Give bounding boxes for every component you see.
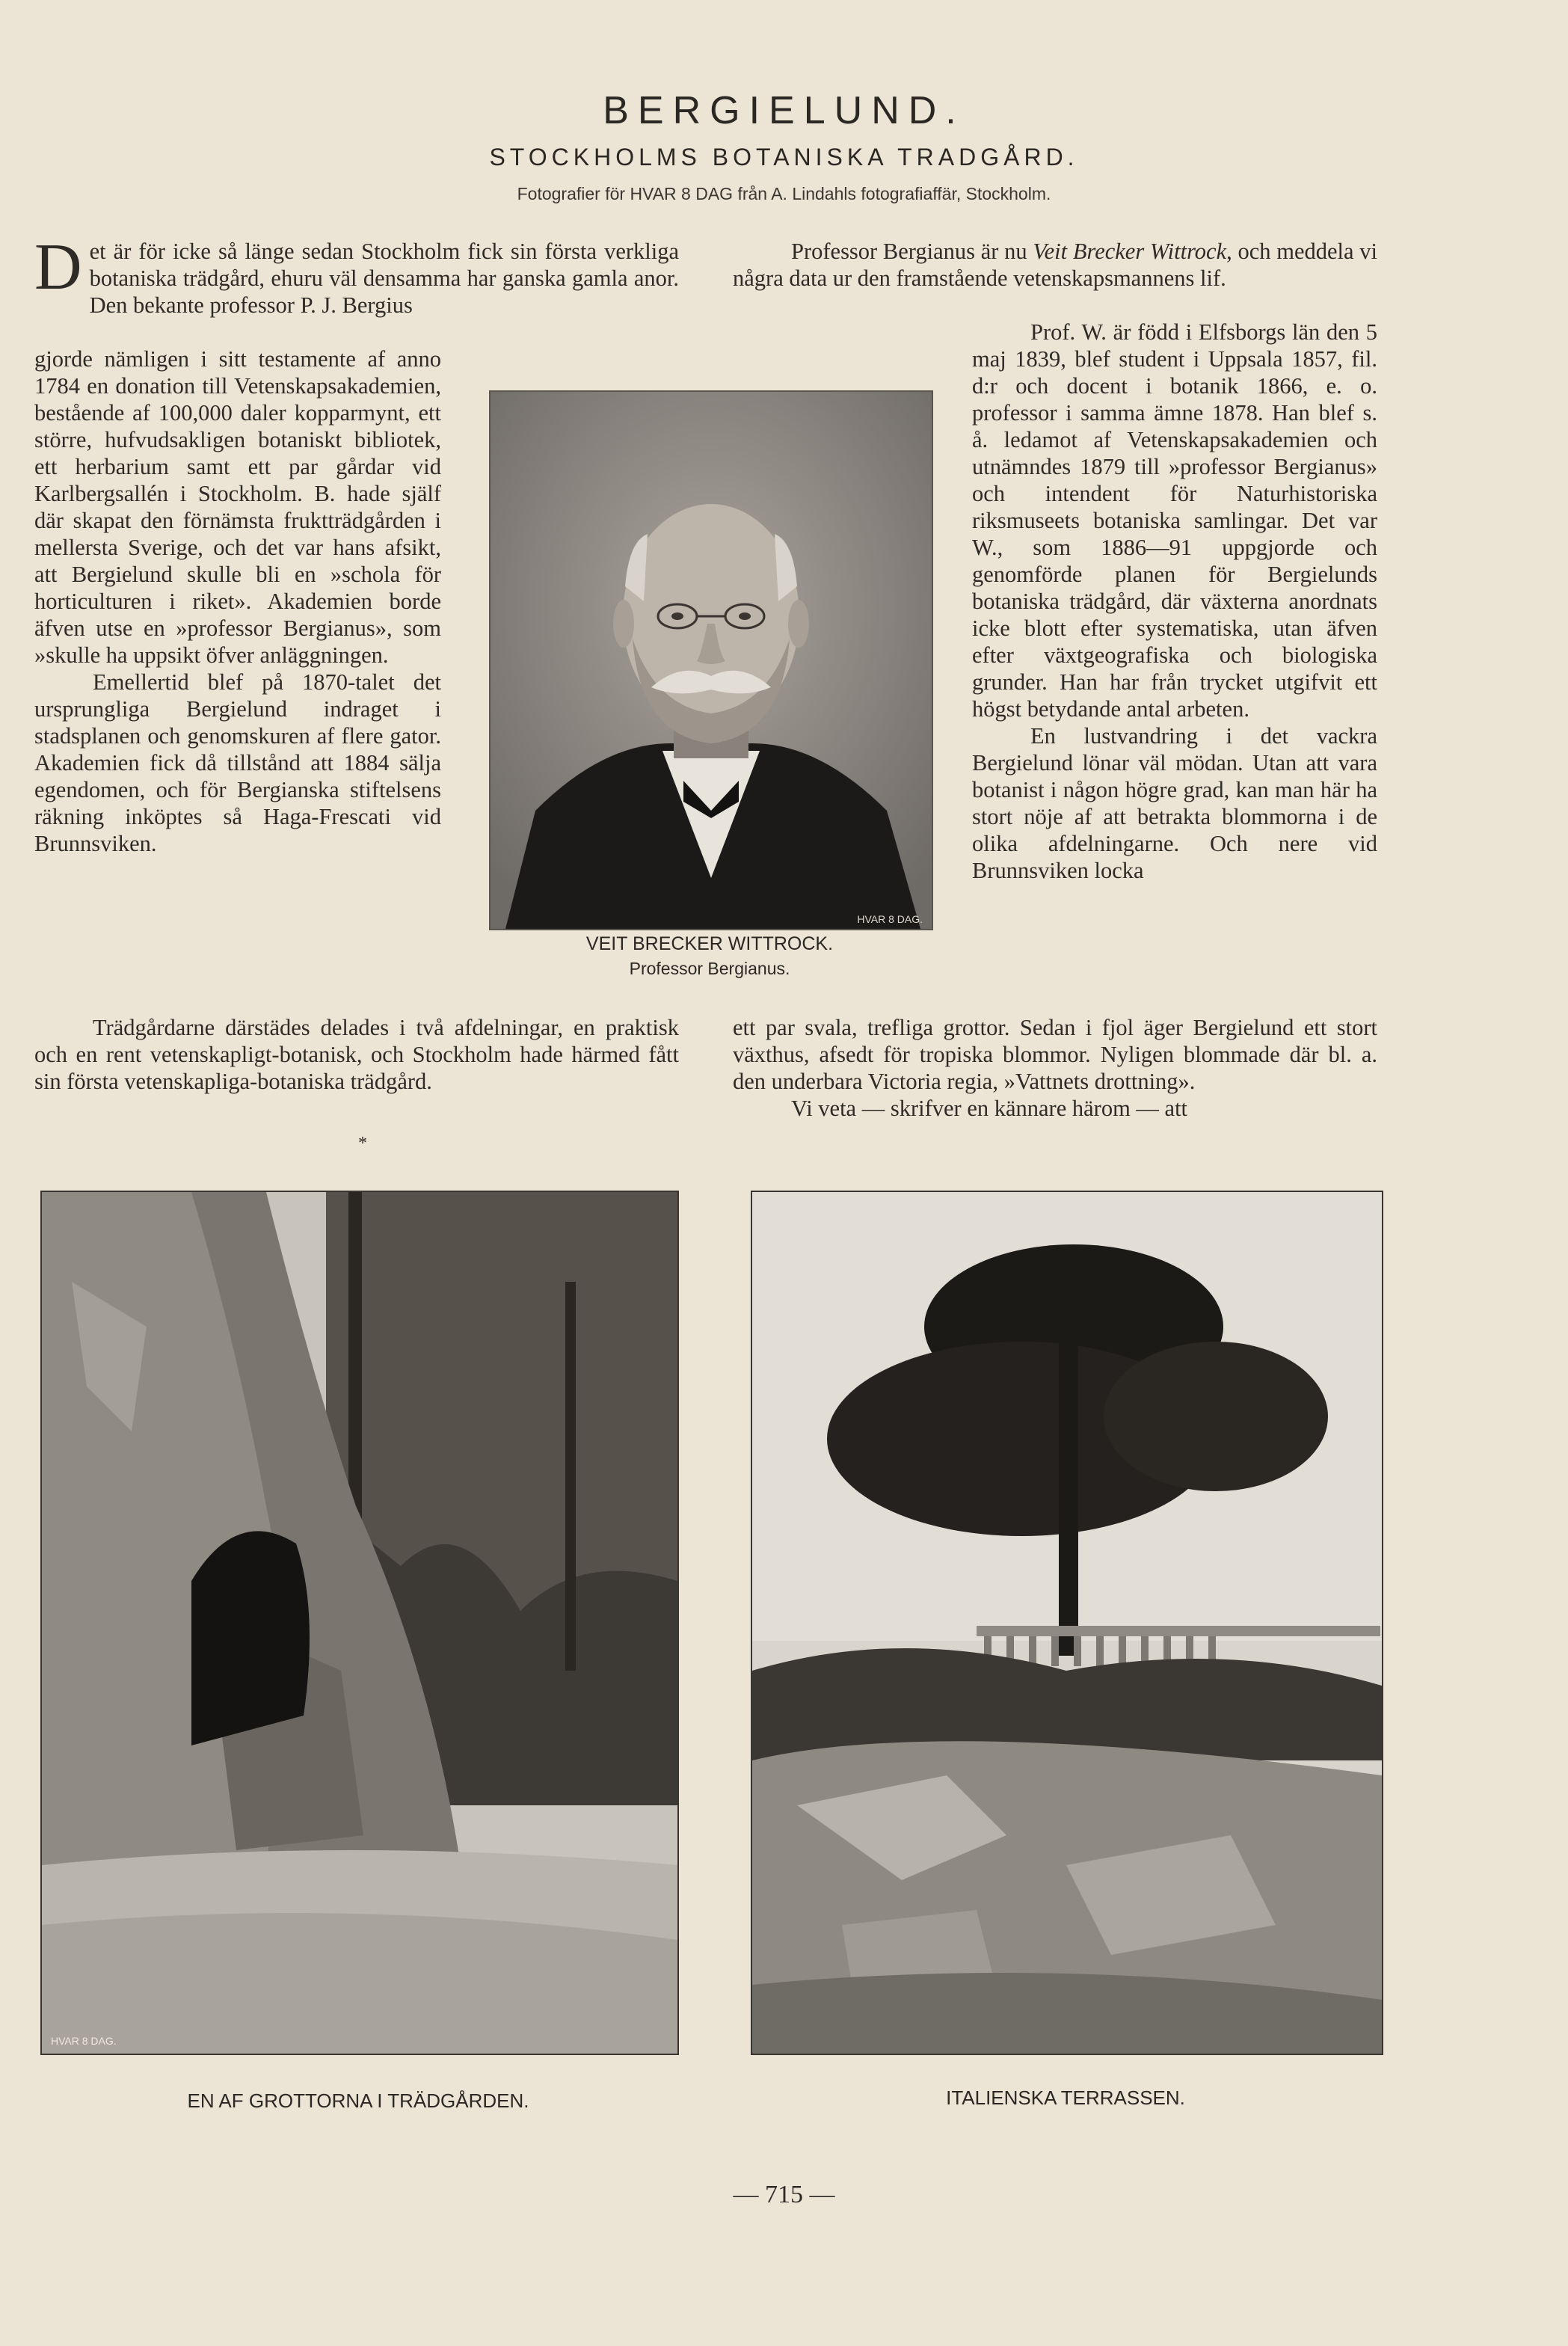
left-column-narrow bbox=[34, 346, 441, 1011]
right-paragraph-4: Vi veta — skrifver en kännare härom — att bbox=[791, 1096, 1188, 1121]
section-asterisk: * bbox=[358, 1134, 367, 1153]
right-paragraph-3-start: En lustvandring i det vackra Bergielund lönar väl mödan. Utan att vara botanist i någon högre grad, kan man här ha stort nöje af att betrakta blommorna i de olika afdelningarne. Och nere vid Brunnsviken locka bbox=[972, 723, 1377, 883]
portrait-caption-role: Professor Bergianus. bbox=[629, 959, 790, 978]
left-paragraph-2: Emellertid blef på 1870-talet det ursprungliga Bergielund indraget i stadsplanen och genomskuren af flere gator. Akademien fick då tillstånd att 1884 sälja egendomen, och för Bergianska stiftelsens räkning inköptes så Haga-Frescati vid Brunnsviken. bbox=[34, 669, 441, 856]
photo-credit: Fotografier för HVAR 8 DAG från A. Lindahls fotografiaffär, Stockholm. bbox=[517, 184, 1051, 203]
grotto-photo bbox=[40, 1191, 679, 2055]
left-column-bottom bbox=[34, 1014, 679, 1095]
left-paragraph-1-cont: gjorde nämligen i sitt testamente af anno 1784 en donation till Vetenskapsakademien, bestående af 100,000 daler kopparmynt, ett större, hufvudsakligen botaniskt bibliotek, ett herbarium samt ett par gårdar vid Karlbergsallén i Stockholm. B. hade själf där skapat den förnämsta fruktträdgården i mellersta Sverige, och det var hans afsikt, att Bergielund skulle bli en »schola för horticulturen i riket». Akademien borde äfven utse en »professor Bergianus», som »skulle ha uppsikt öfver anläggningen. bbox=[34, 346, 441, 668]
right-paragraph-1-pre: Professor Bergianus är nu bbox=[791, 239, 1033, 264]
right-paragraph-1-post: , och meddela vi några data ur den framstående vetenskapsmannens lif. bbox=[733, 239, 1377, 291]
grotto-caption: EN AF GROTTORNA I TRÄDGÅRDEN. bbox=[187, 2089, 529, 2112]
left-column-top bbox=[34, 231, 679, 319]
article-title: BERGIELUND. bbox=[603, 89, 965, 132]
right-column-narrow bbox=[972, 319, 1377, 1038]
right-column-bottom bbox=[733, 1014, 1377, 1122]
portrait-photo bbox=[489, 390, 933, 930]
left-paragraph-3: Trädgårdarne därstädes delades i två afdelningar, en praktisk och en rent vetenskapligt-botanisk, och Stockholm hade härmed fått sin första vetenskapliga-botaniska trädgård. bbox=[34, 1015, 679, 1094]
terrace-caption: ITALIENSKA TERRASSEN. bbox=[946, 2086, 1185, 2109]
left-paragraph-1-start: et är för icke så länge sedan Stockholm fick sin första verkliga botaniska trädgård, ehuru väl densamma har ganska gamla anor. Den bekante professor P. J. Bergius bbox=[89, 239, 679, 318]
right-column-top bbox=[733, 238, 1377, 292]
right-paragraph-3-cont: ett par svala, trefliga grottor. Sedan i fjol äger Bergielund ett stort växthus, afsedt för tropiska blommor. Nyligen blommade där bl. a. den underbara Victoria regia, »Vattnets drottning». bbox=[733, 1015, 1377, 1094]
professor-name-italic: Veit Brecker Wittrock bbox=[1033, 239, 1227, 264]
page-number: — 715 — bbox=[733, 2181, 835, 2208]
portrait-watermark: HVAR 8 DAG. bbox=[857, 913, 923, 925]
right-paragraph-2: Prof. W. är född i Elfsborgs län den 5 maj 1839, blef student i Uppsala 1857, fil. d:r och docent i botanik 1866, e. o. professor i samma ämne 1878. Han blef s. å. ledamot af Vetenskapsakademien och utnämndes 1879 till »professor Bergianus» och intendent för Naturhistoriska riksmuseets botaniska samlingar. Det var W., som 1886—91 uppgjorde och genomförde planen för Bergielunds botaniska trädgård, där växterna anordnats icke blott efter systematiska, utan äfven efter växtgeografiska och biologiska grunder. Han har från trycket utgifvit ett högst betydande antal arbeten. bbox=[972, 319, 1377, 722]
article-subtitle: STOCKHOLMS BOTANISKA TRADGÅRD. bbox=[489, 144, 1079, 171]
portrait-caption-name: VEIT BRECKER WITTROCK. bbox=[585, 933, 834, 954]
grotto-watermark: HVAR 8 DAG. bbox=[51, 2035, 117, 2047]
drop-cap: D bbox=[34, 231, 82, 304]
terrace-photo bbox=[751, 1191, 1383, 2055]
